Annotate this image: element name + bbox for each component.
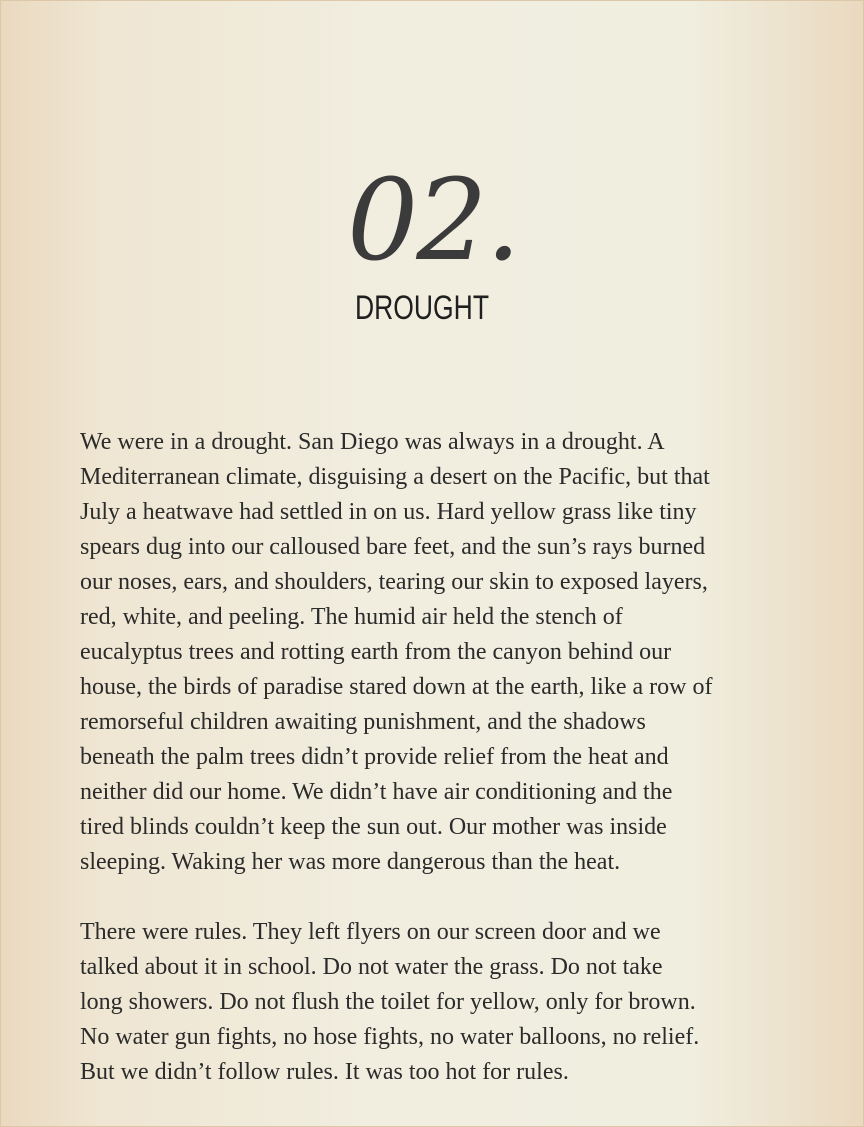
- text-line: No water gun fights, no hose fights, no water balloons, no relief.: [80, 1024, 700, 1050]
- paragraph-2: [80, 915, 800, 1090]
- text-line: remorseful children awaiting punishment, and the shadows: [80, 709, 646, 735]
- text-line: neither did our home. We didn’t have air conditioning and the: [80, 779, 673, 805]
- text-line: beneath the palm trees didn’t provide relief from the heat and: [80, 744, 669, 770]
- chapter-body: [80, 425, 800, 1125]
- text-line: spears dug into our calloused bare feet, and the sun’s rays burned: [80, 534, 706, 560]
- text-line: long showers. Do not flush the toilet for yellow, only for brown.: [80, 989, 696, 1015]
- text-line: There were rules. They left flyers on our screen door and we: [80, 919, 661, 945]
- chapter-number: 02.: [346, 156, 520, 286]
- text-line: But we didn’t follow rules. It was too hot for rules.: [80, 1059, 569, 1085]
- chapter-title: DROUGHT: [354, 289, 490, 327]
- text-line: our noses, ears, and shoulders, tearing our skin to exposed layers,: [80, 569, 708, 595]
- text-line: sleeping. Waking her was more dangerous than the heat.: [80, 849, 621, 875]
- text-line: tired blinds couldn’t keep the sun out. Our mother was inside: [80, 814, 667, 840]
- text-line: house, the birds of paradise stared down at the earth, like a row of: [80, 674, 713, 700]
- text-line: talked about it in school. Do not water the grass. Do not take: [80, 954, 663, 980]
- text-line: eucalyptus trees and rotting earth from the canyon behind our: [80, 639, 672, 665]
- text-line: We were in a drought. San Diego was always in a drought. A: [80, 429, 665, 455]
- text-line: Mediterranean climate, disguising a desert on the Pacific, but that: [80, 464, 710, 490]
- text-line: July a heatwave had settled in on us. Hard yellow grass like tiny: [80, 499, 697, 525]
- text-line: red, white, and peeling. The humid air held the stench of: [80, 604, 623, 630]
- paragraph-1: [80, 425, 800, 880]
